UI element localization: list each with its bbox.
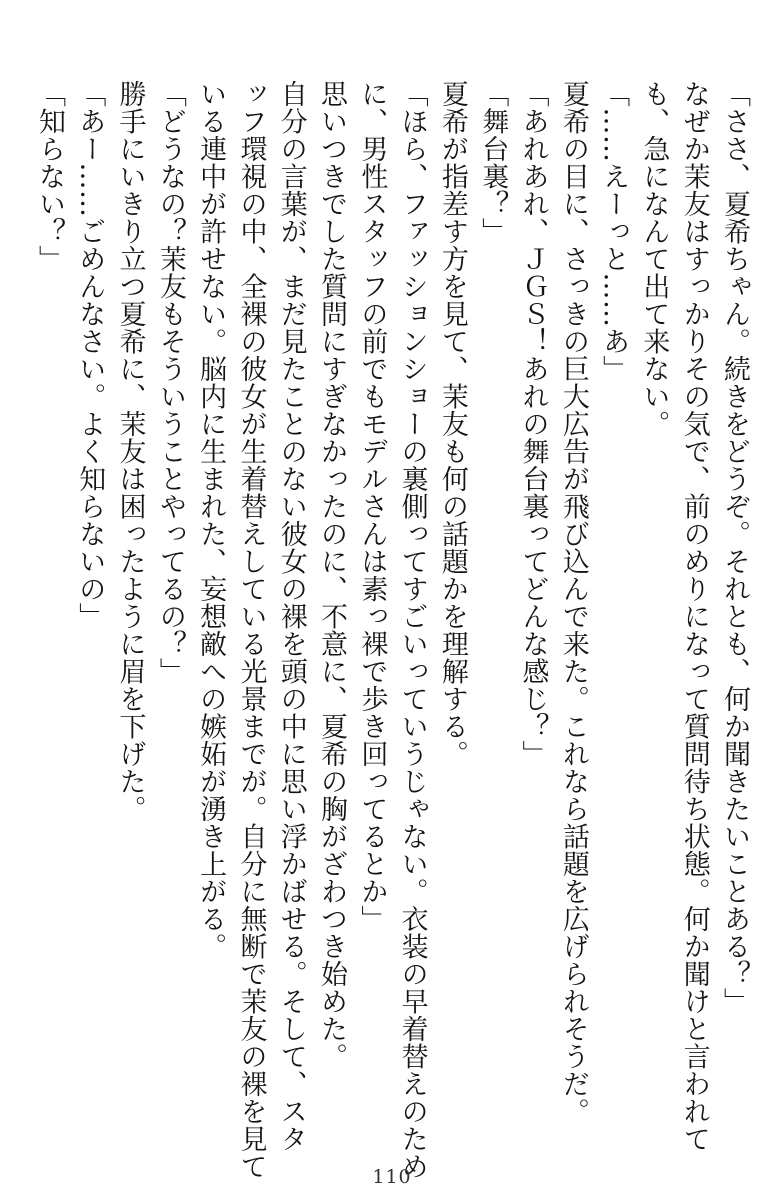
text-line: 「ほら、ファッションショーの裏側ってすごいっていうじゃない。衣装の早着替えのため [396,80,428,1180]
text-line: 勝手にいきり立つ夏希に、茉友は困ったように眉を下げた。 [114,80,146,823]
text-line: 「あれあれ、ＪＧＳ！あれの舞台裏ってどんな感じ？」 [517,80,549,768]
text-line: 夏希が指差す方を見て、茉友も何の話題かを理解する。 [436,80,468,768]
text-line: 「ささ、夏希ちゃん。続きをどうぞ。それとも、何か聞きたいことある？」 [719,80,750,1015]
text-line: 「知らない？」 [33,80,65,273]
page-number: 110 [372,1166,412,1188]
text-line: 思いつきでした質問にすぎなかったのに、不意に、夏希の胸がざわつき始めた。 [316,80,348,1070]
text-line: 「あー……ごめんなさい。よく知らないの」 [74,80,106,630]
text-line: 「舞台裏？」 [477,80,509,245]
text-line: も、急になんて出て来ない。 [638,80,670,438]
text-line: ッフ環視の中、全裸の彼女が生着替えしている光景までが。自分に無断で茉友の裸を見て [235,80,267,1180]
text-line: に、男性スタッフの前でもモデルさんは素っ裸で歩き回ってるとか」 [356,80,388,933]
text-line: 「……えーっと……あ」 [598,80,630,383]
text-line: 「どうなの？茉友もそういうことやってるの？」 [154,80,186,685]
text-line: なぜか茉友はすっかりその気で、前のめりになって質問待ち状態。何か聞けと言われて [678,80,710,1153]
text-line: 夏希の目に、さっきの巨大広告が飛び込んで来た。これなら話題を広げられそうだ。 [557,80,589,1125]
text-line: いる連中が許せない。脳内に生まれた、妄想敵への嫉妬が湧き上がる。 [195,80,227,960]
text-line: 自分の言葉が、まだ見たことのない彼女の裸を頭の中に思い浮かばせる。そして、スタ [275,80,307,1153]
